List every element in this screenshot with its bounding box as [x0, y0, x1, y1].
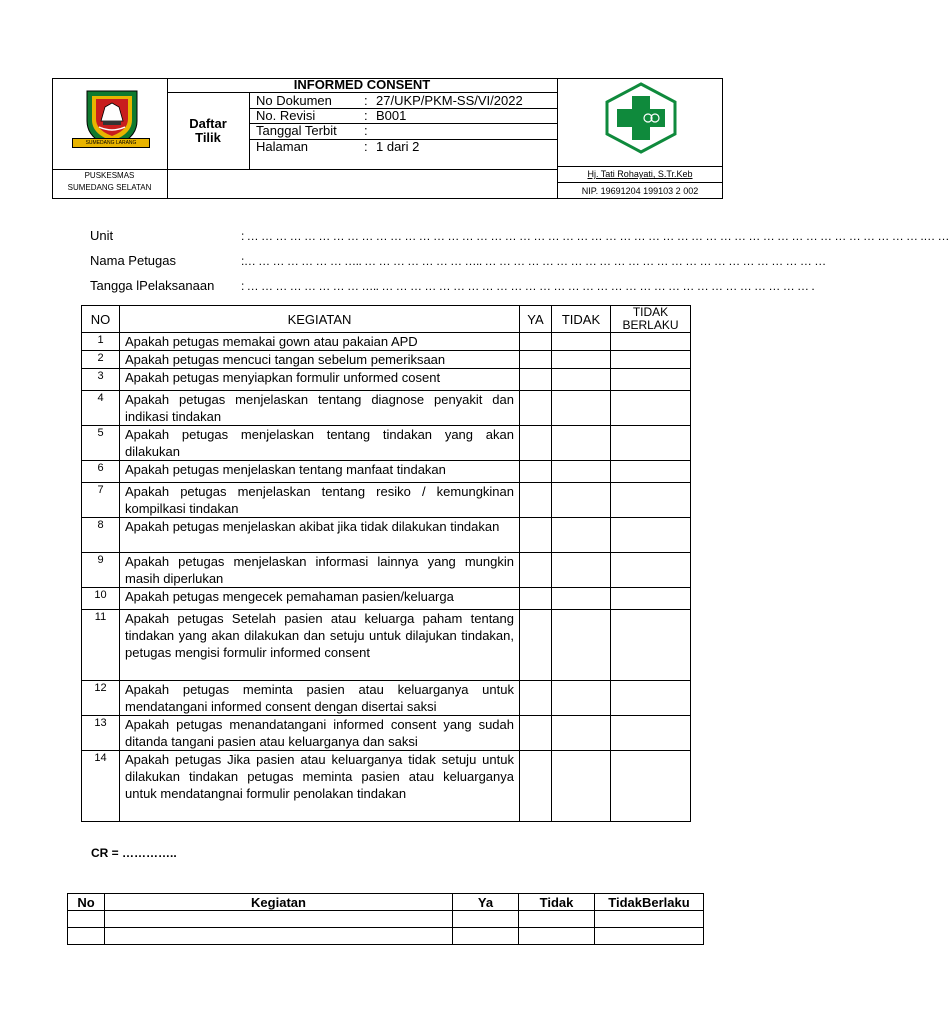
ya-cell[interactable] — [520, 518, 552, 553]
meta-label: Halaman — [256, 139, 309, 154]
row-number: 12 — [82, 681, 120, 716]
tidak-berlaku-cell[interactable] — [611, 391, 691, 426]
activity-text: Apakah petugas menjelaskan informasi lainnya yang mungkin masih diperlukan — [120, 553, 520, 588]
row-number: 10 — [82, 588, 120, 610]
ya-cell[interactable] — [520, 751, 552, 822]
daftar-tilik-line2: Tilik — [195, 130, 221, 145]
field-label: Unit — [90, 228, 114, 243]
meta-row — [256, 139, 556, 154]
tidak-cell[interactable] — [552, 610, 611, 681]
tidak-cell[interactable] — [552, 369, 611, 391]
ya-cell[interactable] — [520, 681, 552, 716]
ya-cell[interactable] — [520, 461, 552, 483]
checklist-row — [82, 751, 691, 822]
header-hline-signer — [557, 182, 723, 183]
row-number: 6 — [82, 461, 120, 483]
activity-text: Apakah petugas menjelaskan akibat jika tidak dilakukan tindakan — [120, 518, 520, 553]
tidak-berlaku-cell[interactable] — [611, 426, 691, 461]
meta-row — [256, 108, 556, 123]
ya-cell[interactable] — [520, 333, 552, 351]
checklist-row — [82, 716, 691, 751]
checklist-row — [82, 483, 691, 518]
row-number: 3 — [82, 369, 120, 391]
checklist-row — [82, 391, 691, 426]
tidak-berlaku-cell[interactable] — [611, 461, 691, 483]
tidak-berlaku-cell[interactable] — [611, 716, 691, 751]
signer-nip: NIP. 19691204 199103 2 002 — [581, 186, 699, 196]
col-header-tidak-berlaku: TIDAK BERLAKU — [611, 306, 691, 333]
org-name-line1: PUSKESMAS — [84, 171, 135, 180]
checklist-row — [82, 351, 691, 369]
meta-value: 27/UKP/PKM-SS/VI/2022 — [376, 93, 523, 108]
meta-row — [256, 123, 556, 138]
tidak-cell[interactable] — [552, 391, 611, 426]
meta-row — [256, 93, 556, 108]
col-header-no: NO — [82, 306, 120, 333]
ya-cell[interactable] — [520, 483, 552, 518]
ya-cell[interactable] — [520, 588, 552, 610]
header-divider-3 — [249, 93, 250, 169]
meta-separator: : — [364, 123, 368, 138]
row-number: 5 — [82, 426, 120, 461]
tidak-berlaku-cell[interactable] — [611, 351, 691, 369]
cr-label: CR = ………….. — [91, 846, 177, 860]
meta-separator: : — [364, 108, 368, 123]
meta-separator: : — [364, 93, 368, 108]
checklist-row — [82, 461, 691, 483]
checklist-table — [81, 305, 691, 822]
activity-text: Apakah petugas Jika pasien atau keluarganya tidak setuju untuk dilakukan tindakan petugas meminta pasien atau keluarganya untuk mendatangnai formulir penolakan tindakan — [120, 751, 520, 822]
tidak-berlaku-cell[interactable] — [611, 518, 691, 553]
tidak-berlaku-cell[interactable] — [611, 369, 691, 391]
activity-text: Apakah petugas Setelah pasien atau keluarga paham tentang tindakan yang akan dilakukan dan setuju untuk dilajukan tindakan, petugas mengisi formulir informed consent — [120, 610, 520, 681]
row-number: 13 — [82, 716, 120, 751]
tidak-berlaku-cell[interactable] — [611, 751, 691, 822]
header-hline-bottom-mid — [167, 169, 557, 170]
col-header-tidak: TIDAK — [552, 306, 611, 333]
meta-label: Tanggal Terbit — [256, 123, 337, 138]
checklist-row — [82, 553, 691, 588]
row-number: 9 — [82, 553, 120, 588]
checklist-row — [82, 610, 691, 681]
meta-value: B001 — [376, 108, 407, 123]
row-number: 4 — [82, 391, 120, 426]
tidak-cell[interactable] — [552, 588, 611, 610]
activity-text: Apakah petugas menandatangani informed consent yang sudah ditanda tangani pasien atau keluarganya dan saksi — [120, 716, 520, 751]
summary-header-kegiatan: Kegiatan — [105, 894, 453, 911]
ya-cell[interactable] — [520, 369, 552, 391]
meta-label: No Dokumen — [256, 93, 332, 108]
checklist-row — [82, 426, 691, 461]
tidak-cell[interactable] — [552, 751, 611, 822]
summary-header-no: No — [68, 894, 105, 911]
puskesmas-cross-logo — [603, 82, 679, 154]
tidak-cell[interactable] — [552, 518, 611, 553]
col-header-ya: YA — [520, 306, 552, 333]
checklist-row — [82, 333, 691, 351]
ya-cell[interactable] — [520, 426, 552, 461]
org-name-line2: SUMEDANG SELATAN — [67, 183, 152, 192]
activity-text: Apakah petugas menyiapkan formulir unformed cosent — [120, 369, 520, 391]
summary-header-ya: Ya — [453, 894, 519, 911]
activity-text: Apakah petugas menjelaskan tentang resiko / kemungkinan kompilkasi tindakan — [120, 483, 520, 518]
row-number: 11 — [82, 610, 120, 681]
meta-separator: : — [364, 139, 368, 154]
tidak-cell[interactable] — [552, 716, 611, 751]
summary-header-tidak-berlaku: TidakBerlaku — [595, 894, 704, 911]
tidak-cell[interactable] — [552, 351, 611, 369]
field-value[interactable]: :… … … … … … … ….. … … … … … … … ….. … … … … … … … … … … … … … … … … … … … … … … … … — [241, 254, 826, 268]
activity-text: Apakah petugas menjelaskan tentang tindakan yang akan dilakukan — [120, 426, 520, 461]
row-number: 8 — [82, 518, 120, 553]
document-title: INFORMED CONSENT — [293, 77, 431, 92]
daftar-tilik-line1: Daftar — [189, 116, 227, 131]
tidak-cell[interactable] — [552, 553, 611, 588]
row-number: 2 — [82, 351, 120, 369]
ya-cell[interactable] — [520, 553, 552, 588]
activity-text: Apakah petugas menjelaskan tentang manfaat tindakan — [120, 461, 520, 483]
checklist-row — [82, 518, 691, 553]
ya-cell[interactable] — [520, 351, 552, 369]
activity-text: Apakah petugas meminta pasien atau keluarganya untuk mendatangani informed consent dengan disertai saksi — [120, 681, 520, 716]
row-number: 14 — [82, 751, 120, 822]
field-value[interactable]: : … … … … … … … … ….. … … … … … … … … … … … … … … … … … … … … … … … … … … … … … … . — [241, 279, 815, 293]
tidak-berlaku-cell[interactable] — [611, 333, 691, 351]
ya-cell[interactable] — [520, 610, 552, 681]
signer-name: Hj. Tati Rohayati, S.Tr.Keb — [587, 169, 693, 179]
ya-cell[interactable] — [520, 716, 552, 751]
row-number: 7 — [82, 483, 120, 518]
activity-text: Apakah petugas mengecek pemahaman pasien/keluarga — [120, 588, 520, 610]
checklist-row — [82, 681, 691, 716]
activity-text: Apakah petugas menjelaskan tentang diagnose penyakit dan indikasi tindakan — [120, 391, 520, 426]
ya-cell[interactable] — [520, 391, 552, 426]
tidak-cell[interactable] — [552, 461, 611, 483]
tidak-cell[interactable] — [552, 333, 611, 351]
summary-table — [67, 893, 704, 945]
tidak-cell[interactable] — [552, 483, 611, 518]
tidak-berlaku-cell[interactable] — [611, 553, 691, 588]
activity-text: Apakah petugas memakai gown atau pakaian APD — [120, 333, 520, 351]
checklist-row — [82, 588, 691, 610]
tidak-cell[interactable] — [552, 681, 611, 716]
meta-label: No. Revisi — [256, 108, 316, 123]
tidak-berlaku-cell[interactable] — [611, 681, 691, 716]
tidak-cell[interactable] — [552, 426, 611, 461]
activity-text: Apakah petugas mencuci tangan sebelum pemeriksaan — [120, 351, 520, 369]
col-header-kegiatan: KEGIATAN — [120, 306, 520, 333]
field-label: Tangga lPelaksanaan — [90, 278, 215, 293]
tidak-berlaku-cell[interactable] — [611, 588, 691, 610]
checklist-row — [82, 369, 691, 391]
tidak-berlaku-cell[interactable] — [611, 483, 691, 518]
header-hline-bottom-right — [557, 166, 723, 167]
summary-row — [68, 928, 704, 945]
logo-banner: SUMEDANG LARANG — [72, 138, 150, 148]
field-value[interactable]: : … … … … … … … … … … … … … … … … … … … … … … … … … … … … … … … … … … … … … … … … … … … … … … … .… … — [241, 229, 949, 243]
meta-value: 1 dari 2 — [376, 139, 420, 154]
summary-row — [68, 911, 704, 928]
field-label: Nama Petugas — [90, 253, 176, 268]
tidak-berlaku-cell[interactable] — [611, 610, 691, 681]
summary-header-tidak: Tidak — [519, 894, 595, 911]
row-number: 1 — [82, 333, 120, 351]
